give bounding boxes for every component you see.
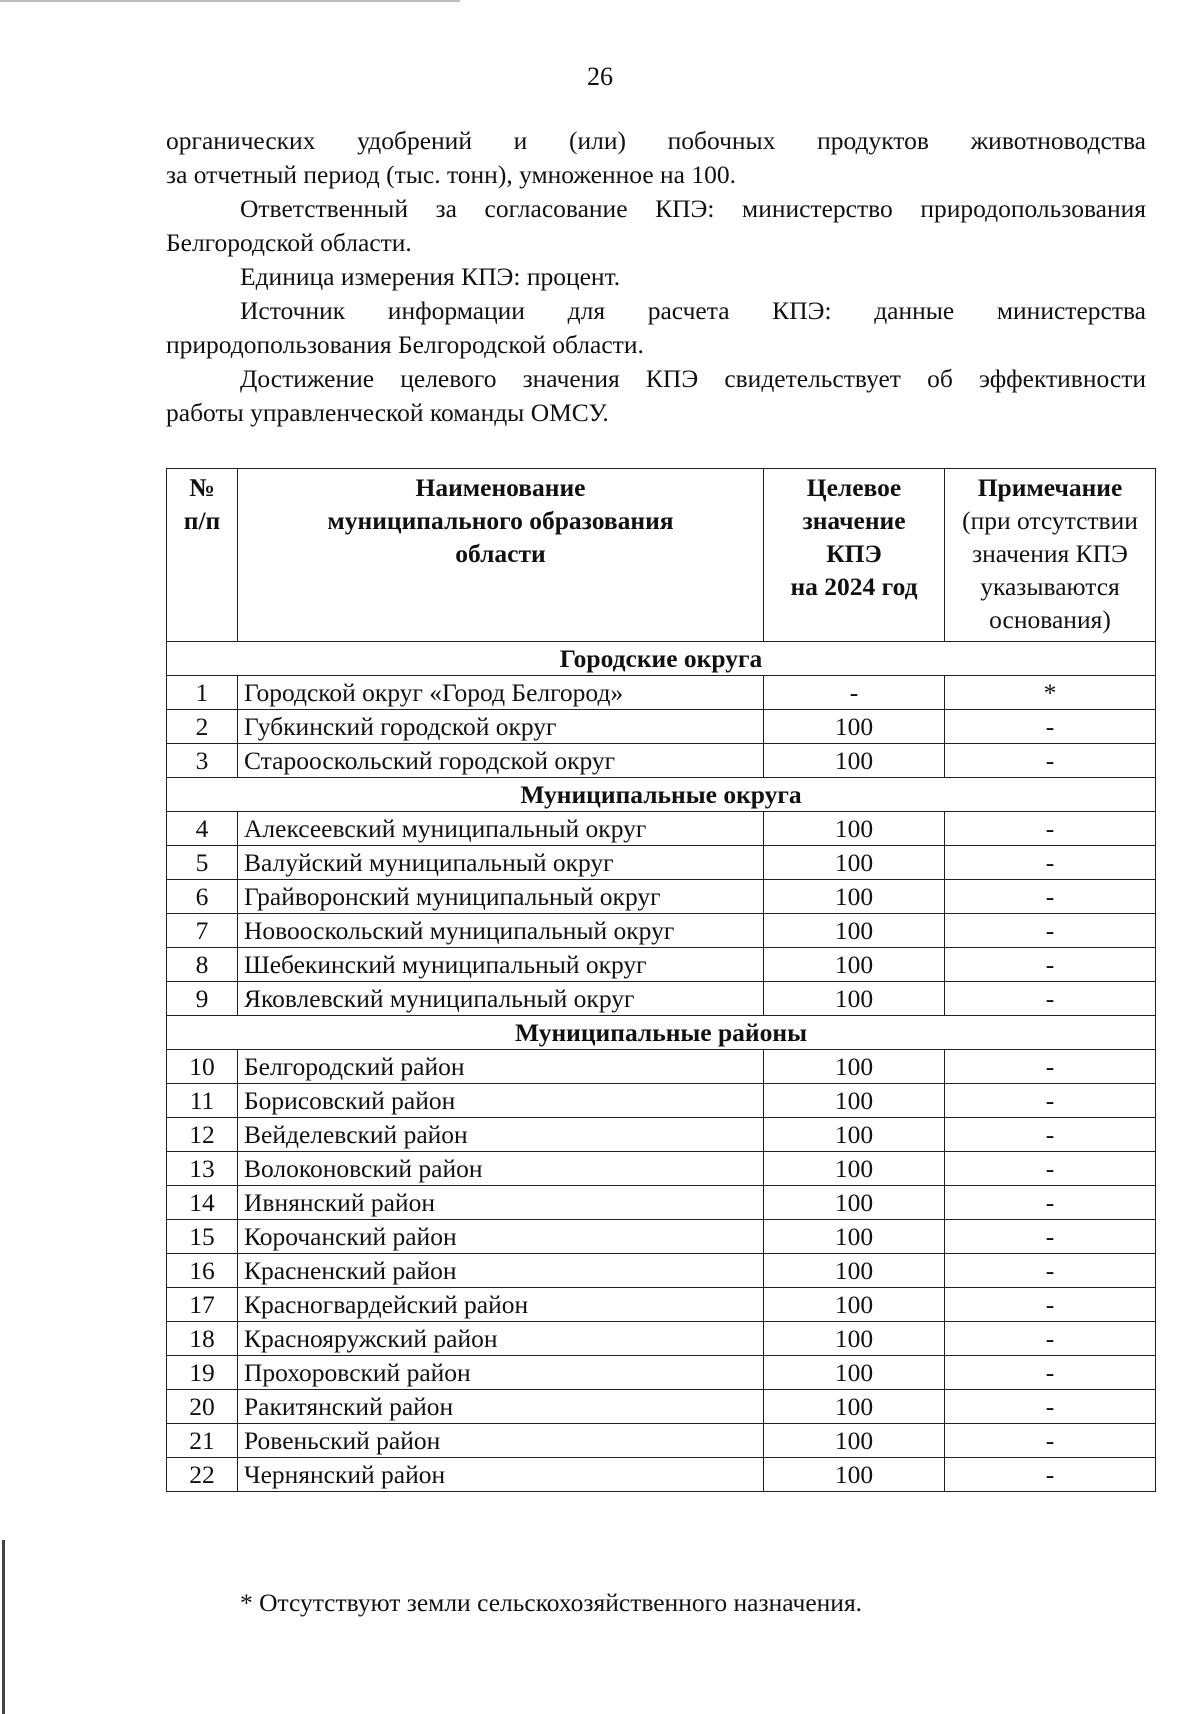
header-num-line: № [189,473,215,502]
cell-num: 18 [167,1322,238,1356]
cell-name: Борисовский район [238,1084,764,1118]
cell-note: - [945,914,1156,948]
paragraph-2-line-2: Белгородской области. [166,228,412,257]
cell-num: 12 [167,1118,238,1152]
cell-name: Красногвардейский район [238,1288,764,1322]
cell-name: Новооскольский муниципальный округ [238,914,764,948]
table-row [167,676,1156,710]
cell-num: 21 [167,1424,238,1458]
cell-value: 100 [764,1084,945,1118]
cell-num: 19 [167,1356,238,1390]
cell-num: 5 [167,846,238,880]
paragraph-4-line-2: природопользования Белгородской области. [166,330,644,359]
cell-num: 17 [167,1288,238,1322]
cell-note: - [945,1050,1156,1084]
section-row [167,1016,1156,1050]
table-row [167,710,1156,744]
header-note-line: Примечание [977,473,1123,502]
header-name [238,469,764,642]
table-header-row [167,469,1156,642]
header-name-line: муниципального образования [327,506,674,535]
cell-note: - [945,846,1156,880]
footnote: * Отсутствуют земли сельскохозяйственного назначения. [240,1588,863,1617]
cell-note: - [945,1424,1156,1458]
table-row [167,1390,1156,1424]
cell-num: 15 [167,1220,238,1254]
table-row [167,1322,1156,1356]
cell-value: 100 [764,710,945,744]
cell-value: 100 [764,1322,945,1356]
cell-value: 100 [764,1152,945,1186]
table-row [167,846,1156,880]
cell-name: Ракитянский район [238,1390,764,1424]
paragraph-1-line-1: органических удобрений и (или) побочных продуктов животноводства [166,126,1146,155]
header-name-line: области [455,539,546,568]
table-row [167,1288,1156,1322]
cell-name: Краснояружский район [238,1322,764,1356]
cell-value: 100 [764,1458,945,1492]
cell-note: - [945,880,1156,914]
cell-name: Валуйский муниципальный округ [238,846,764,880]
cell-name: Старооскольский городской округ [238,744,764,778]
table-row [167,914,1156,948]
cell-num: 22 [167,1458,238,1492]
header-value [764,469,945,642]
cell-note: - [945,1186,1156,1220]
paragraph-5-line-1: Достижение целевого значения КПЭ свидетельствует об эффективности [240,364,1146,393]
cell-name: Яковлевский муниципальный округ [238,982,764,1016]
cell-note: - [945,948,1156,982]
cell-name: Чернянский район [238,1458,764,1492]
cell-num: 1 [167,676,238,710]
cell-note: - [945,1288,1156,1322]
header-note-line: значения КПЭ [972,539,1128,568]
cell-num: 4 [167,812,238,846]
table-row [167,880,1156,914]
table-row [167,982,1156,1016]
scan-edge-left [2,1540,5,1714]
cell-note: - [945,710,1156,744]
cell-value: 100 [764,1050,945,1084]
header-note-line: указываются [980,572,1120,601]
cell-name: Городской округ «Город Белгород» [238,676,764,710]
cell-note: - [945,1254,1156,1288]
cell-name: Вейделевский район [238,1118,764,1152]
cell-value: 100 [764,982,945,1016]
cell-name: Ивнянский район [238,1186,764,1220]
table-row [167,1152,1156,1186]
cell-num: 16 [167,1254,238,1288]
cell-value: 100 [764,1220,945,1254]
cell-note: - [945,982,1156,1016]
table-row [167,1118,1156,1152]
cell-value: - [764,676,945,710]
cell-value: 100 [764,1424,945,1458]
cell-name: Грайворонский муниципальный округ [238,880,764,914]
cell-num: 3 [167,744,238,778]
table-row [167,1356,1156,1390]
header-num-line: п/п [183,506,221,535]
cell-num: 6 [167,880,238,914]
cell-value: 100 [764,948,945,982]
cell-name: Алексеевский муниципальный округ [238,812,764,846]
paragraph-2-line-1: Ответственный за согласование КПЭ: министерство природопользования [240,194,1146,223]
paragraph-1-line-2: за отчетный период (тыс. тонн), умноженное на 100. [166,160,736,189]
cell-note: - [945,1356,1156,1390]
table-row [167,948,1156,982]
header-value-line: значение [802,506,906,535]
table-row [167,1084,1156,1118]
header-note-line: основания) [989,605,1111,634]
cell-value: 100 [764,1118,945,1152]
section-title: Городские округа [167,642,1156,676]
table-row [167,1050,1156,1084]
cell-num: 13 [167,1152,238,1186]
cell-note: - [945,1458,1156,1492]
table-row [167,1254,1156,1288]
section-row [167,642,1156,676]
section-title: Муниципальные районы [167,1016,1156,1050]
cell-name: Белгородский район [238,1050,764,1084]
cell-value: 100 [764,812,945,846]
cell-name: Прохоровский район [238,1356,764,1390]
header-value-line: КПЭ [826,539,882,568]
cell-name: Красненский район [238,1254,764,1288]
cell-note: - [945,1152,1156,1186]
table-row [167,812,1156,846]
kpe-table [166,468,1156,1492]
table-body [167,642,1156,1492]
cell-note: - [945,1390,1156,1424]
table-row [167,1186,1156,1220]
cell-note: - [945,1322,1156,1356]
section-row [167,778,1156,812]
table-row [167,744,1156,778]
cell-name: Корочанский район [238,1220,764,1254]
cell-value: 100 [764,1356,945,1390]
page-number: 26 [587,62,613,91]
cell-name: Шебекинский муниципальный округ [238,948,764,982]
cell-num: 14 [167,1186,238,1220]
cell-note: - [945,1220,1156,1254]
cell-name: Ровеньский район [238,1424,764,1458]
cell-value: 100 [764,1288,945,1322]
cell-value: 100 [764,846,945,880]
cell-num: 10 [167,1050,238,1084]
scan-edge-top [0,0,460,2]
cell-note: * [945,676,1156,710]
cell-note: - [945,1118,1156,1152]
header-note [945,469,1156,642]
table-row [167,1458,1156,1492]
cell-name: Волоконовский район [238,1152,764,1186]
cell-note: - [945,812,1156,846]
cell-value: 100 [764,744,945,778]
header-num [167,469,238,642]
cell-num: 11 [167,1084,238,1118]
header-note-line: (при отсутствии [962,506,1138,535]
cell-num: 8 [167,948,238,982]
paragraph-5-line-2: работы управленческой команды ОМСУ. [166,398,609,427]
cell-num: 9 [167,982,238,1016]
table-row [167,1424,1156,1458]
cell-name: Губкинский городской округ [238,710,764,744]
paragraph-3: Единица измерения КПЭ: процент. [240,262,621,291]
cell-num: 20 [167,1390,238,1424]
header-value-line: Целевое [806,473,902,502]
cell-note: - [945,744,1156,778]
section-title: Муниципальные округа [167,778,1156,812]
cell-value: 100 [764,1186,945,1220]
cell-num: 2 [167,710,238,744]
header-name-line: Наименование [415,473,586,502]
cell-value: 100 [764,914,945,948]
cell-value: 100 [764,880,945,914]
paragraph-4-line-1: Источник информации для расчета КПЭ: данные министерства [240,296,1146,325]
cell-value: 100 [764,1390,945,1424]
table-row [167,1220,1156,1254]
header-value-line: на 2024 год [790,572,918,601]
cell-note: - [945,1084,1156,1118]
cell-num: 7 [167,914,238,948]
cell-value: 100 [764,1254,945,1288]
